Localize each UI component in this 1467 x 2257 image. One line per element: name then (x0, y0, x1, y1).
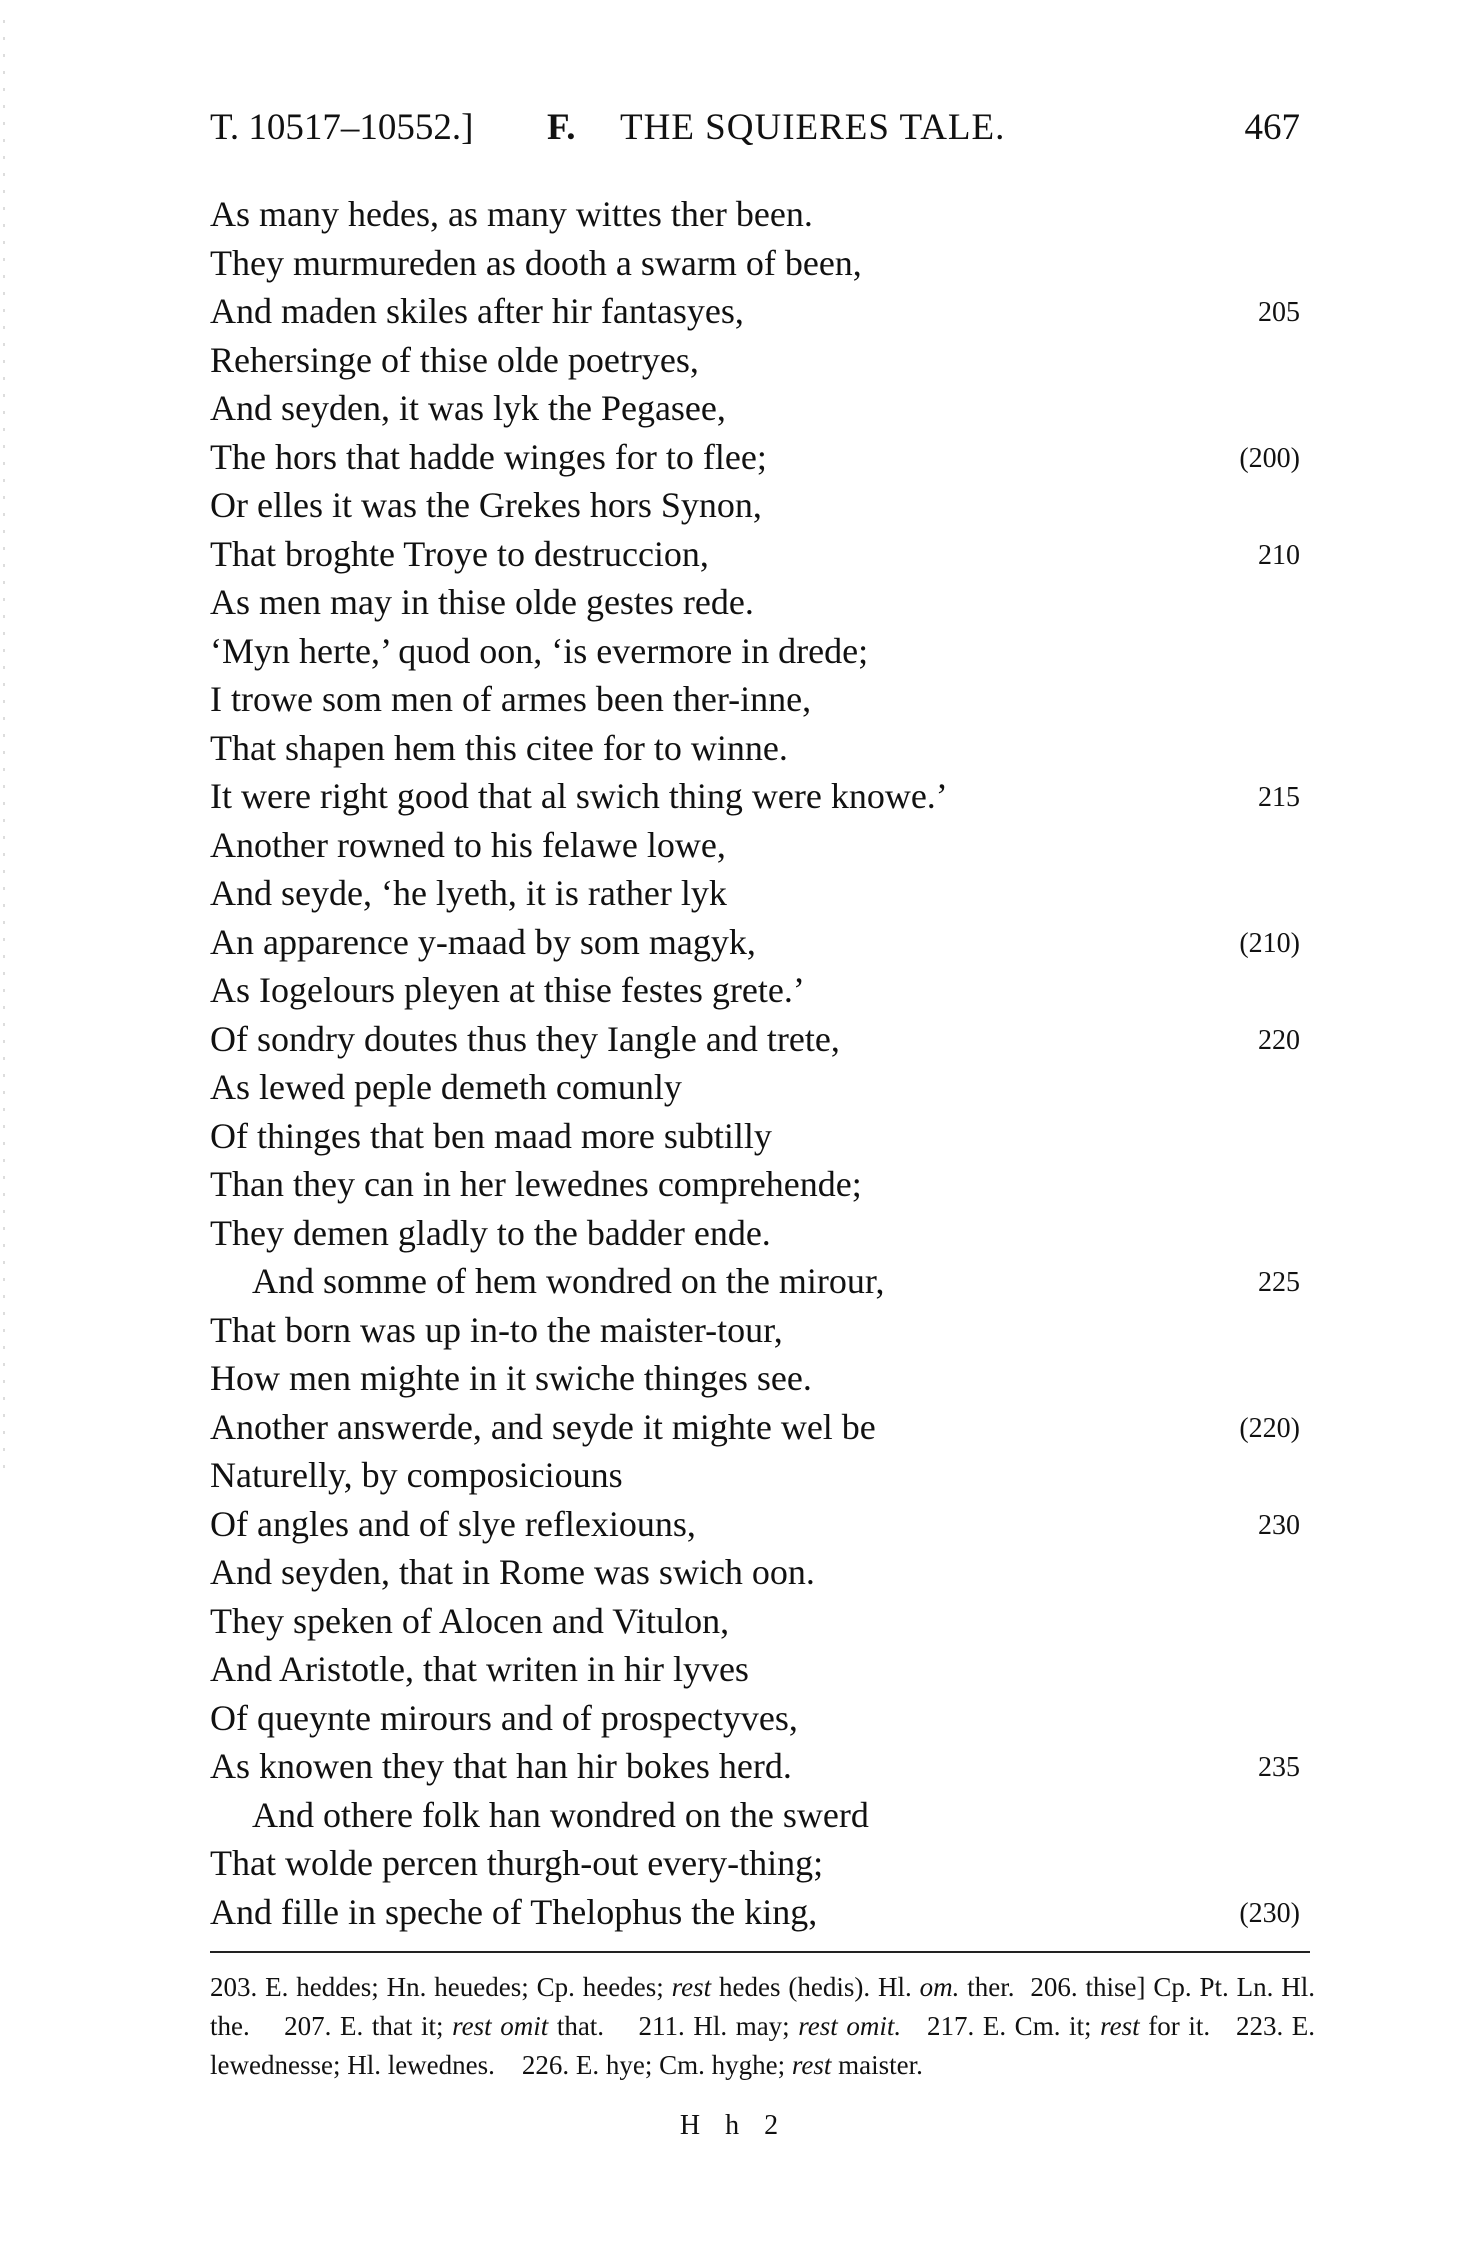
verse-text: As men may in thise olde gestes rede. (210, 582, 754, 622)
line-number: 205 (1258, 297, 1300, 328)
verse-text: And seyden, it was lyk the Pegasee, (210, 388, 726, 428)
verse-text: As Iogelours pleyen at thise festes grete.’ (210, 970, 805, 1010)
verse-line (210, 1888, 1300, 1937)
footnote-226: 226. E. hye; Cm. hyghe; (521, 2050, 786, 2080)
footnote-rest-omit-2: rest omit. (798, 2011, 902, 2041)
verse-line (210, 578, 1300, 627)
verse-line (210, 1015, 1300, 1064)
verse-line (210, 1354, 1300, 1403)
verse-text: Another answerde, and seyde it mighte wel be (210, 1406, 876, 1447)
footnote-217-end: for it. (1148, 2011, 1211, 2041)
footnote-om: om. (919, 1972, 960, 2002)
footnotes (210, 1968, 1315, 2085)
signature-mark: H h 2 (679, 2110, 788, 2141)
verse-body (210, 190, 1300, 1936)
running-header (210, 106, 1300, 156)
line-number: (220) (1239, 1412, 1300, 1444)
verse-text: That wolde percen thurgh-out every-thing; (210, 1843, 824, 1883)
verse-line (210, 1597, 1300, 1646)
line-number: (200) (1239, 442, 1300, 474)
verse-line (210, 190, 1300, 239)
verse-text: Of sondry doutes thus they Iangle and trete, (210, 1018, 840, 1059)
verse-text: That broghte Troye to destruccion, (210, 533, 709, 574)
footnote-211: 211. Hl. may; (638, 2011, 790, 2041)
footnote-203-end: ther. (967, 1972, 1015, 2002)
line-number: 215 (1258, 782, 1300, 813)
line-number: 225 (1258, 1267, 1300, 1298)
verse-line (210, 1403, 1300, 1452)
line-number: 210 (1258, 539, 1300, 571)
verse-line (210, 724, 1300, 773)
verse-line (210, 433, 1300, 482)
verse-text: As lewed peple demeth comunly (210, 1067, 682, 1107)
verse-text: I trowe som men of armes been ther-inne, (210, 679, 812, 719)
verse-text: And seyde, ‘he lyeth, it is rather lyk (210, 873, 727, 913)
verse-text: Of queynte mirours and of prospectyves, (210, 1697, 798, 1738)
verse-line (210, 1839, 1300, 1888)
page-title: THE SQUIERES TALE. (620, 107, 1006, 148)
line-range: T. 10517–10552.] (210, 107, 474, 148)
verse-text: And seyden, that in Rome was swich oon. (210, 1552, 815, 1592)
line-number: (230) (1239, 1897, 1300, 1929)
verse-line (210, 918, 1300, 967)
footnote-rest: rest (671, 1972, 712, 2002)
footnote-206: 206. thise] Cp. Pt. Ln. Hl. the. (210, 1972, 1316, 2041)
verse-text: That born was up in-to the maister-tour, (210, 1309, 783, 1350)
footnote-rest-omit: rest omit (452, 2011, 549, 2041)
verse-text: Than they can in her lewednes comprehende; (210, 1164, 862, 1204)
verse-line (210, 1160, 1300, 1209)
fragment-mark: F. (547, 107, 576, 148)
verse-text: And othere folk han wondred on the swerd (252, 1794, 869, 1835)
verse-line (210, 239, 1300, 288)
verse-line (210, 772, 1300, 821)
verse-text: As many hedes, as many wittes ther been. (210, 194, 813, 234)
verse-text: Or elles it was the Grekes hors Synon, (210, 485, 762, 525)
verse-line (210, 1694, 1300, 1743)
verse-line (210, 1791, 1300, 1840)
footnote-rest-3: rest (791, 2050, 832, 2080)
verse-text: And Aristotle, that writen in hir lyves (210, 1649, 749, 1689)
footnote-217: 217. E. Cm. it; (926, 2011, 1092, 2041)
verse-text: That shapen hem this citee for to winne. (210, 727, 788, 768)
footnote-207: 207. E. that it; (284, 2011, 444, 2041)
verse-text: ‘Myn herte,’ quod oon, ‘is evermore in drede; (210, 630, 869, 671)
footnote-rule (210, 1951, 1310, 1953)
verse-line (210, 1645, 1300, 1694)
verse-line (210, 627, 1300, 676)
verse-line (210, 384, 1300, 433)
line-number: 220 (1258, 1024, 1300, 1056)
verse-line (210, 1548, 1300, 1597)
footnote-207-end: that. (556, 2011, 605, 2041)
verse-text: Another rowned to his felawe lowe, (210, 824, 726, 865)
line-number: (210) (1239, 927, 1300, 959)
verse-text: And maden skiles after hir fantasyes, (210, 291, 744, 331)
verse-text: Rehersinge of thise olde poetryes, (210, 339, 699, 380)
line-number: 235 (1258, 1752, 1300, 1783)
verse-line (210, 1112, 1300, 1161)
verse-line (210, 1209, 1300, 1258)
verse-line (210, 1500, 1300, 1549)
scan-edge-graphic (0, 0, 14, 1480)
footnote-203-cont: hedes (hedis). Hl. (719, 1972, 912, 2002)
verse-line (210, 1742, 1300, 1791)
verse-line (210, 287, 1300, 336)
verse-text: Of thinges that ben maad more subtilly (210, 1115, 772, 1156)
page-number: 467 (1244, 107, 1300, 148)
verse-text: It were right good that al swich thing were knowe.’ (210, 776, 948, 816)
verse-text: And fille in speche of Thelophus the king, (210, 1891, 818, 1932)
footnote-rest-2: rest (1100, 2011, 1140, 2041)
verse-text: Naturelly, by composiciouns (210, 1455, 623, 1495)
verse-line (210, 1257, 1300, 1306)
verse-line (210, 481, 1300, 530)
verse-text: An apparence y-maad by som magyk, (210, 921, 756, 962)
verse-text: They demen gladly to the badder ende. (210, 1212, 771, 1253)
footnote-203: 203. E. heddes; Hn. heuedes; Cp. heedes; (210, 1972, 664, 2002)
footnote-223: 223. E. lewednesse; Hl. lewednes. (210, 2011, 1316, 2080)
verse-line (210, 336, 1300, 385)
verse-line (210, 1451, 1300, 1500)
verse-line (210, 821, 1300, 870)
margin-scan-marks (0, 0, 14, 1480)
verse-text: Of angles and of slye reflexiouns, (210, 1503, 696, 1544)
verse-line (210, 675, 1300, 724)
verse-line (210, 1306, 1300, 1355)
verse-line (210, 869, 1300, 918)
footnote-226-end: maister. (838, 2050, 923, 2080)
line-number: 230 (1258, 1509, 1300, 1541)
verse-text: The hors that hadde winges for to flee; (210, 436, 767, 477)
verse-line (210, 530, 1300, 579)
verse-line (210, 966, 1300, 1015)
verse-line (210, 1063, 1300, 1112)
verse-text: As knowen they that han hir bokes herd. (210, 1746, 792, 1786)
verse-text: They speken of Alocen and Vitulon, (210, 1600, 730, 1641)
verse-text: And somme of hem wondred on the mirour, (252, 1261, 885, 1301)
verse-text: How men mighte in it swiche thinges see. (210, 1358, 812, 1398)
verse-text: They murmureden as dooth a swarm of been, (210, 242, 862, 283)
